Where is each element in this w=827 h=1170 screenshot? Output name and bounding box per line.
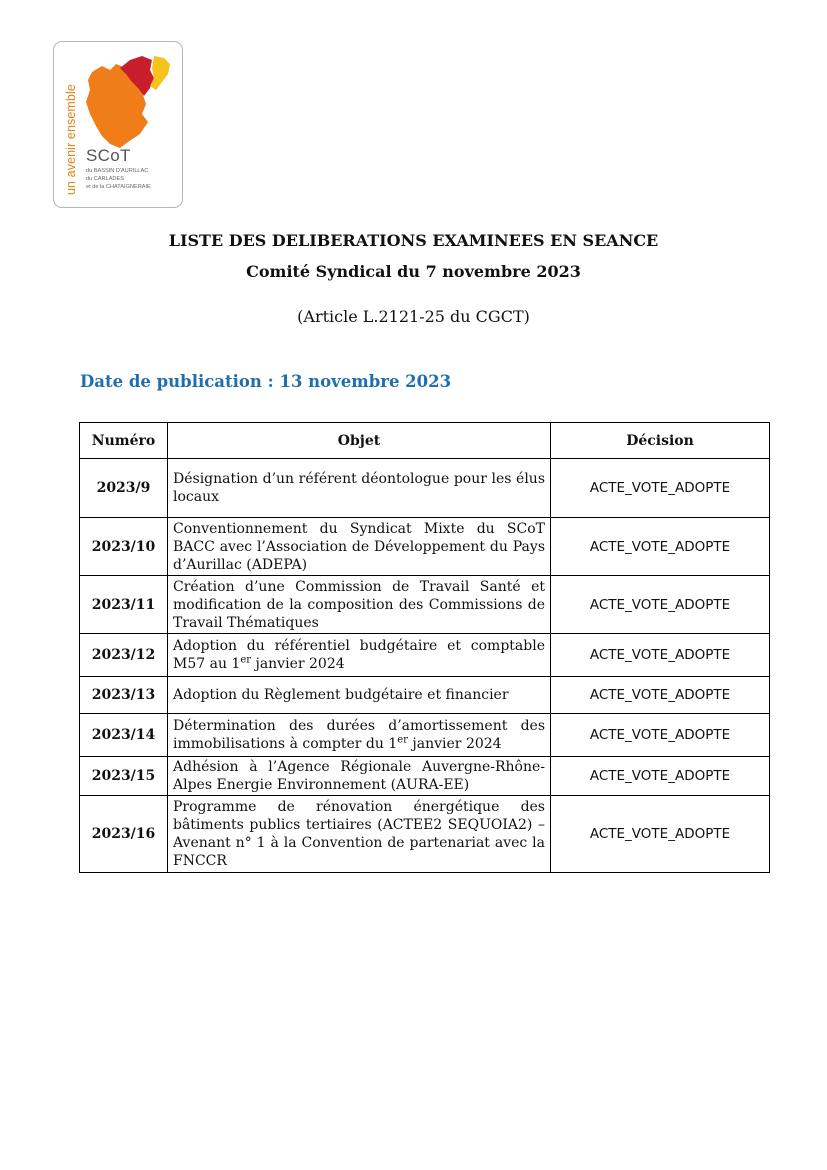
row-decision: ACTE_VOTE_ADOPTE [551,677,770,714]
row-decision: ACTE_VOTE_ADOPTE [551,459,770,518]
row-decision: ACTE_VOTE_ADOPTE [551,796,770,873]
row-decision: ACTE_VOTE_ADOPTE [551,757,770,796]
row-numero: 2023/12 [80,634,168,677]
deliberations-table [79,422,770,873]
document-title: LISTE DES DELIBERATIONS EXAMINEES EN SEANCE [168,231,659,250]
table-row [80,576,770,634]
row-numero: 2023/16 [80,796,168,873]
table-row [80,714,770,757]
row-numero: 2023/11 [80,576,168,634]
table-row [80,796,770,873]
row-objet [168,634,551,677]
row-objet: Création d’une Commission de Travail Santé et modification de la composition des Commissions de Travail Thématiques [168,576,551,634]
row-decision: ACTE_VOTE_ADOPTE [551,714,770,757]
row-numero: 2023/14 [80,714,168,757]
logo-line-2: du CARLADES [86,176,124,182]
logo-brand: SCoT [86,146,131,165]
row-objet: Programme de rénovation énergétique des bâtiments publics tertiaires (ACTEE2 SEQUOIA2) – Avenant n° 1 à la Convention de partenariat avec la FNCCR [168,796,551,873]
row-objet: Adhésion à l’Agence Régionale Auvergne-Rhône-Alpes Energie Environnement (AURA-EE) [168,757,551,796]
row-objet: Adoption du Règlement budgétaire et financier [168,677,551,714]
header-numero: Numéro [80,423,168,459]
table-row [80,459,770,518]
table-row [80,518,770,576]
row-decision: ACTE_VOTE_ADOPTE [551,576,770,634]
row-numero: 2023/13 [80,677,168,714]
row-objet-text: Détermination des durées d’amortissement des immobilisations à compter du 1 [173,718,545,752]
logo-line-3: et de la CHATAIGNERAIE [86,184,151,190]
logo-tagline: un avenir ensemble [64,84,78,195]
document-subtitle: Comité Syndical du 7 novembre 2023 [246,262,581,281]
scot-logo [53,41,183,208]
row-objet: Conventionnement du Syndicat Mixte du SCoT BACC avec l’Association de Développement du Pays d’Aurillac (ADEPA) [168,518,551,576]
row-objet-text-end: janvier 2024 [407,736,502,752]
row-numero: 2023/9 [80,459,168,518]
publication-date: Date de publication : 13 novembre 2023 [80,372,452,391]
table-row [80,757,770,796]
header-decision: Décision [551,423,770,459]
row-objet-text-end: janvier 2024 [251,656,345,672]
table-row [80,677,770,714]
row-objet [168,714,551,757]
map-yellow-region [150,56,170,90]
ordinal-suffix: er [397,734,408,746]
row-numero: 2023/10 [80,518,168,576]
row-objet: Désignation d’un référent déontologue pour les élus locaux [168,459,551,518]
ordinal-suffix: er [240,654,252,666]
row-decision: ACTE_VOTE_ADOPTE [551,518,770,576]
row-objet-text: Adoption du référentiel budgétaire et comptable M57 au 1 [173,638,545,672]
row-decision: ACTE_VOTE_ADOPTE [551,634,770,677]
row-numero: 2023/15 [80,757,168,796]
table-header-row [80,423,770,459]
territory-map-icon [80,52,180,152]
table-row [80,634,770,677]
header-objet: Objet [168,423,551,459]
article-reference: (Article L.2121-25 du CGCT) [297,307,530,326]
logo-line-1: du BASSIN D'AURILLAC [86,168,149,174]
